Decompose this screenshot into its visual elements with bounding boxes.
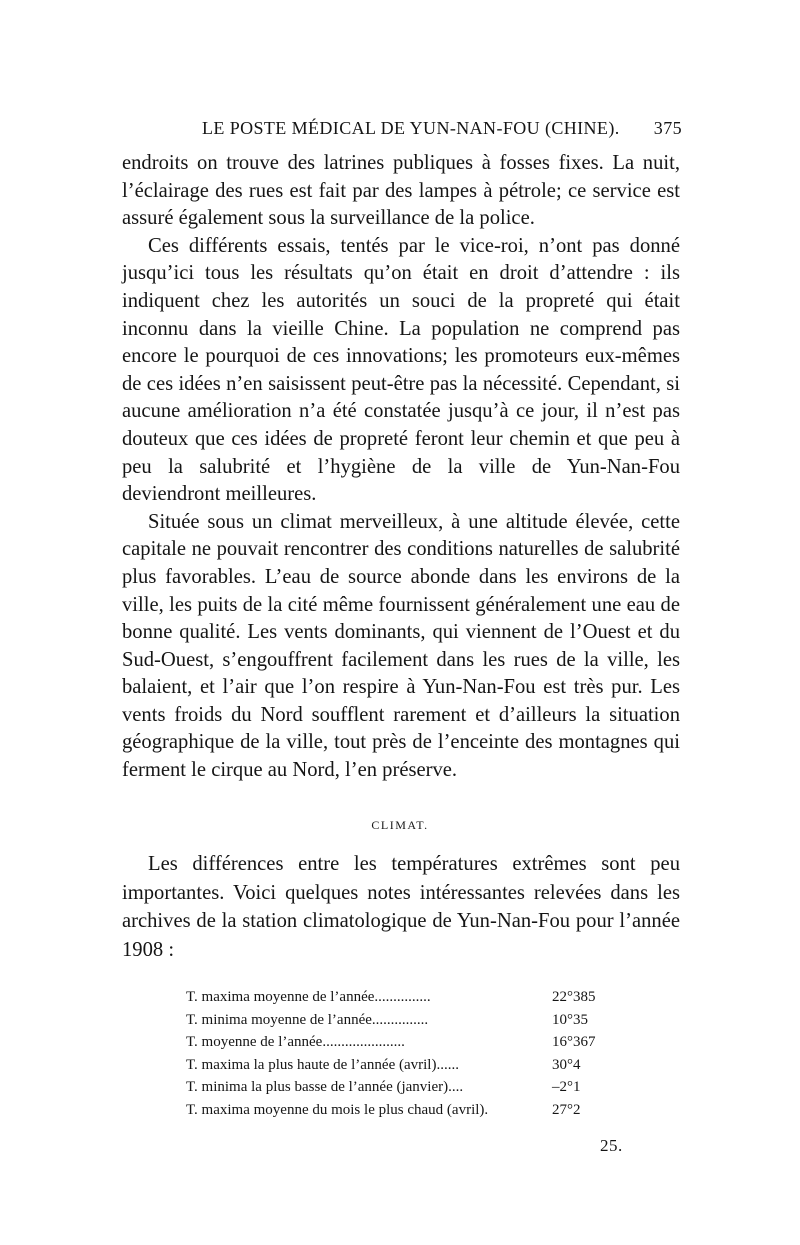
page-header — [122, 118, 682, 144]
paragraph: Ces différents essais, tentés par le vice-roi, n’ont pas donné jusqu’ici tous les résultats qu’on était en droit d’attendre : ils indiquent chez les autorités un souci de la propreté qui était inconnu dans la vieille Chine. La population ne comprend pas encore le pourquoi de ces innovations; les promoteurs eux-mêmes de ces idées n’en saisissent peut-être pas la nécessité. Cependant, si aucune amélioration n’a été constatée jusqu’à ce jour, il n’est pas douteux que ces idées de propreté feront leur chemin et que peu à peu la salubrité et l’hygiène de la ville de Yun-Nan-Fou deviendront meilleures. — [122, 234, 680, 506]
page-number: 375 — [653, 118, 682, 138]
paragraph: Située sous un climat merveilleux, à une altitude élevée, cette capitale ne pouvait rencontrer des conditions naturelles de salubrité plus favorables. L’eau de source abonde dans les environs de la ville, les puits de la cité même fournissent généralement une eau de bonne qualité. Les vents dominants, qui viennent de l’Ouest et du Sud-Ouest, s’engouffrent facilement dans les rues de la ville, les balaient, et l’air que l’on respire à Yun-Nan-Fou est très pur. Les vents froids du Nord soufflent rarement et d’ailleurs la situation géographique de la ville, tout près de l’enceinte des montagnes qui ferment le cirque au Nord, l’en préserve. — [122, 510, 680, 782]
section-heading: CLIMAT. — [371, 818, 429, 832]
table-row — [186, 986, 656, 1009]
table-row — [186, 1054, 656, 1077]
table-row — [186, 1031, 656, 1054]
temperature-table — [186, 986, 656, 1121]
table-row — [186, 1076, 656, 1099]
signature-mark: 25. — [600, 1136, 623, 1155]
row-label: T. maxima la plus haute de l’année (avril)...... — [186, 1056, 459, 1073]
row-label: T. minima la plus basse de l’année (janvier).... — [186, 1079, 464, 1095]
section-intro: Les différences entre les températures extrêmes sont peu importantes. Voici quelques notes intéressantes relevées dans les archives de la station climatologique de Yun-Nan-Fou pour l’année 1908 : — [122, 853, 680, 961]
row-value: –2°1 — [552, 1079, 581, 1095]
row-value: 30°4 — [552, 1056, 581, 1073]
row-label: T. moyenne de l’année...................... — [186, 1034, 405, 1050]
row-value: 10°35 — [552, 1011, 588, 1028]
row-value: 16°367 — [552, 1034, 596, 1050]
row-label: T. maxima moyenne du mois le plus chaud (avril). — [186, 1101, 489, 1118]
paragraph: endroits on trouve des latrines publiques à fosses fixes. La nuit, l’éclairage des rues est fait par des lampes à pétrole; ce service est assuré également sous la surveillance de la police. — [122, 152, 680, 230]
body-text — [122, 150, 680, 785]
row-value: 27°2 — [552, 1101, 581, 1118]
section-body — [122, 850, 680, 964]
row-label: T. maxima moyenne de l’année............... — [186, 989, 431, 1005]
running-title: LE POSTE MÉDICAL DE YUN-NAN-FOU (CHINE). — [202, 118, 620, 138]
row-label: T. minima moyenne de l’année............... — [186, 1011, 429, 1028]
table-row — [186, 1009, 656, 1032]
table-row — [186, 1099, 656, 1122]
row-value: 22°385 — [552, 989, 596, 1005]
